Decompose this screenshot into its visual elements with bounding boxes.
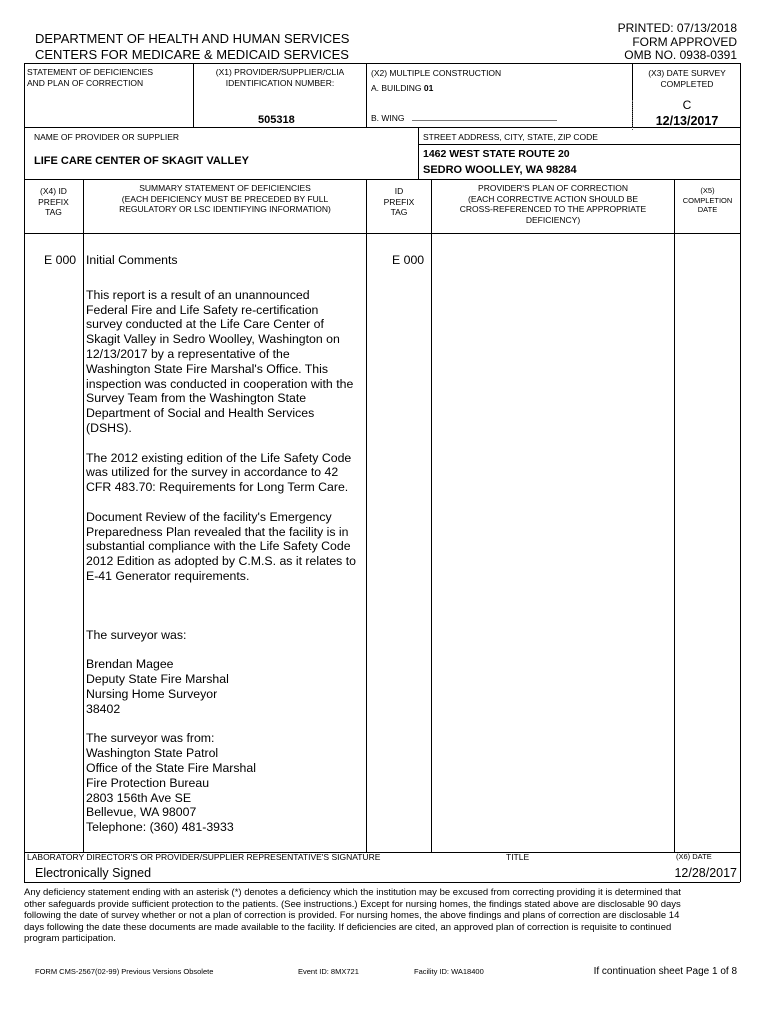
surveyor-details: Brendan Magee Deputy State Fire Marshal Nursing Home Surveyor 38402 — [86, 657, 229, 716]
centers-title: CENTERS FOR MEDICARE & MEDICAID SERVICES — [35, 47, 349, 62]
id-header: ID PREFIX TAG — [383, 186, 415, 217]
date-label: (X6) DATE — [676, 852, 712, 861]
divider — [418, 144, 740, 145]
provider-id: 505318 — [258, 114, 295, 126]
address-label: STREET ADDRESS, CITY, STATE, ZIP CODE — [423, 132, 598, 142]
col-divider — [366, 179, 367, 852]
x5-header: (X5) COMPLETION DATE — [682, 186, 733, 214]
building-label: A. BUILDING 01 — [371, 83, 434, 93]
x3-code: C — [682, 98, 692, 112]
wing-underline — [412, 120, 557, 121]
continuation-sheet: If continuation sheet Page 1 of 8 — [593, 966, 737, 977]
plan-header: PROVIDER'S PLAN OF CORRECTION (EACH CORRECTIVE ACTION SHOULD BE CROSS-REFERENCED TO THE APPROPRIATE DEFICIENCY) — [459, 183, 647, 225]
summary-header: SUMMARY STATEMENT OF DEFICIENCIES (EACH DEFICIENCY MUST BE PRECEDED BY FULL REGULATORY OR LSC IDENTIFYING INFORMATION) — [119, 183, 331, 214]
col-divider — [431, 179, 432, 852]
entry-tag: E 000 — [44, 253, 77, 267]
provider-name-label: NAME OF PROVIDER OR SUPPLIER — [34, 132, 179, 142]
divider — [418, 127, 419, 179]
department-title: DEPARTMENT OF HEALTH AND HUMAN SERVICES — [35, 31, 350, 46]
dotted-divider — [632, 100, 633, 130]
signature-value: Electronically Signed — [35, 866, 152, 880]
entry-id-tag: E 000 — [392, 253, 425, 267]
divider — [24, 882, 740, 883]
x3-label: (X3) DATE SURVEY COMPLETED — [648, 68, 726, 89]
divider — [366, 63, 367, 127]
surveyor-heading: The surveyor was: — [86, 627, 187, 642]
col-divider — [674, 179, 675, 852]
title-label: TITLE — [506, 852, 530, 862]
survey-date: 12/13/2017 — [655, 114, 719, 128]
address-line2: SEDRO WOOLLEY, WA 98284 — [423, 164, 577, 176]
x4-header: (X4) ID PREFIX TAG — [38, 186, 69, 217]
event-id: Event ID: 8MX721 — [298, 967, 359, 976]
entry-body — [86, 253, 366, 850]
code-paragraph: The 2012 existing edition of the Life Safety Code was utilized for the survey in accordance to 42 CFR 483.70: Requirements for Long Term Care. — [86, 450, 352, 495]
divider — [24, 233, 740, 234]
provider-name: LIFE CARE CENTER OF SKAGIT VALLEY — [34, 155, 249, 167]
building-value: 01 — [423, 83, 434, 93]
surveyor-origin: The surveyor was from: Washington State Patrol Office of the State Fire Marshal Fire Protection Bureau 2803 156th Ave SE Bellevue, WA 98007 Telephone: (360) 481-3933 — [86, 731, 256, 835]
omb-number: OMB NO. 0938-0391 — [624, 48, 737, 62]
statement-label: STATEMENT OF DEFICIENCIES AND PLAN OF CORRECTION — [27, 67, 154, 88]
signature-date: 12/28/2017 — [674, 866, 737, 880]
col-divider — [83, 179, 84, 852]
address-line1: 1462 WEST STATE ROUTE 20 — [423, 148, 570, 160]
entry-title: Initial Comments — [86, 253, 178, 267]
divider — [24, 179, 740, 180]
x1-label: (X1) PROVIDER/SUPPLIER/CLIA IDENTIFICATION NUMBER: — [215, 67, 345, 88]
form-approved: FORM APPROVED — [632, 35, 737, 49]
facility-id: Facility ID: WA18400 — [414, 967, 484, 976]
intro-paragraph: This report is a result of an unannounced Federal Fire and Life Safety re-certification survey conducted at the Life Care Center of Skagit Valley in Sedro Woolley, Washington on 12/13/2017 by a representative of the Washington State Fire Marshal's Office. This inspection was conducted in cooperation with the Survey Team from the Washington State Department of Social and Health Services (DSHS). — [86, 287, 354, 435]
form-number: FORM CMS-2567(02-99) Previous Versions Obsolete — [35, 967, 214, 976]
printed-date: PRINTED: 07/13/2018 — [617, 21, 737, 35]
x2-label: (X2) MULTIPLE CONSTRUCTION — [371, 68, 502, 78]
disclaimer: Any deficiency statement ending with an asterisk (*) denotes a deficiency which the institution may be excused from correcting providing it is determined that other safeguards provide sufficient protection to the patients. (See instructions.) Except for nursing homes, the findings stated above are disclosable 90 days following the date of survey whether or not a plan of correction is provided. For nursing homes, the above findings and plans of correction are disclosable 14 days following the date these documents are made available to the facility. If deficiencies are cited, an approved plan of correction is requisite to continued program participation. — [24, 887, 681, 944]
wing-label: B. WING — [371, 113, 405, 123]
divider — [193, 63, 194, 127]
frame-right — [740, 63, 741, 882]
signature-label: LABORATORY DIRECTOR'S OR PROVIDER/SUPPLIER REPRESENTATIVE'S SIGNATURE — [27, 852, 381, 862]
review-paragraph: Document Review of the facility's Emergency Preparedness Plan revealed that the facility is in substantial compliance with the Life Safety Code 2012 Edition as adopted by C.M.S. as it relates to E-41 Generator requirements. — [86, 509, 357, 583]
